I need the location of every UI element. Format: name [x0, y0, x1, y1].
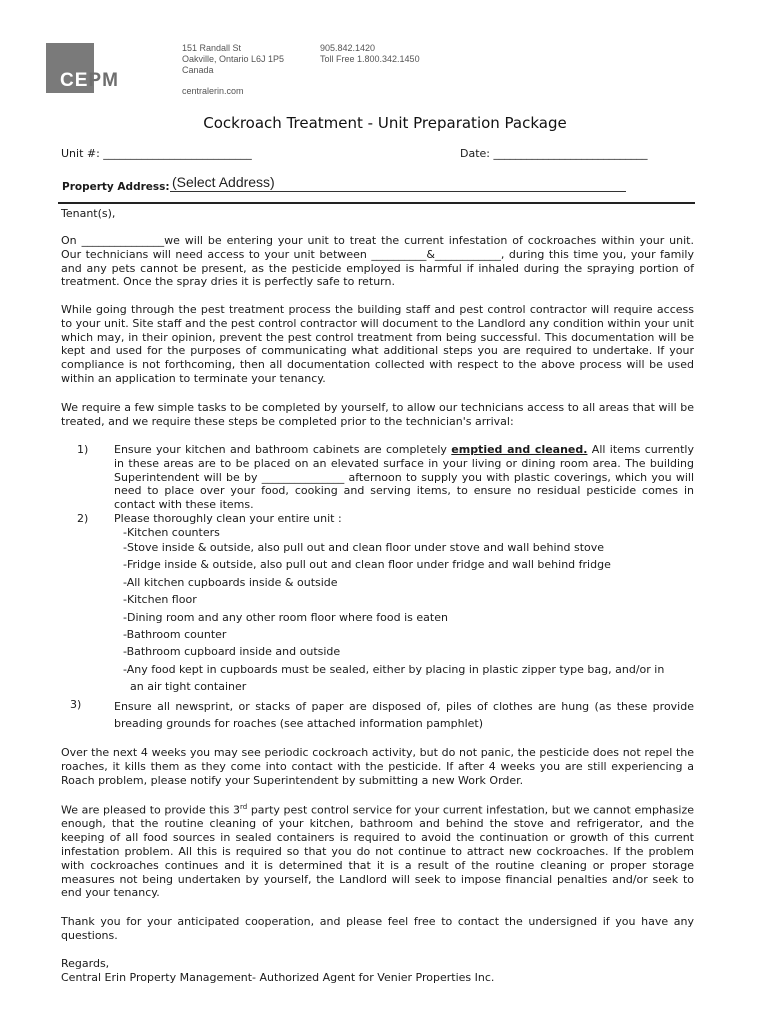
property-address-label: Property Address: [62, 181, 170, 193]
list-subitem: -Kitchen floor [123, 593, 197, 606]
company-phone: 905.842.1420 Toll Free 1.800.342.1450 [320, 43, 420, 64]
list-item-1: Ensure your kitchen and bathroom cabinets are completely emptied and cleaned. All items currently in these areas are to be placed on an elevated surface in your living or dining room area. The building Superintendent will be by _______________ afternoon to supply you with plastic coverings, which you will need to place over your food, cooking and serving items, to ensure no residual pesticide comes in contact with these items. [114, 443, 694, 512]
list-subitem: -Fridge inside & outside, also pull out and clean floor under fridge and wall behind fridge [123, 558, 611, 571]
paragraph-service: We are pleased to provide this 3rd party pest control service for your current infestation, but we cannot emphasize enough, that the routine cleaning of your kitchen, bathroom and behind the stove and refrigerator, and the keeping of all food sources in sealed containers is required to avoid the continuation or growth of this current infestation problem. All this is required so that you do not continue to attract new cockroaches. If the problem with cockroaches continues and it is determined that it is a result of the routine cleaning or proper storage measures not being undertaken by yourself, the Landlord will seek to impose financial penalties and/or seek to end your tenancy. [61, 803, 694, 900]
paragraph-intro: On _______________we will be entering your unit to treat the current infestation of cockroaches within your unit. Our technicians will need access to your unit between __________&____________, during this time you, your family and any pets cannot be present, as the pesticide employed is harmful if inhaled during the spraying portion of treatment. Once the spray dries it is perfectly safe to return. [61, 234, 694, 289]
list-subitem: -Dining room and any other room floor where food is eaten [123, 611, 448, 624]
company-logo-text: CEPM [60, 70, 119, 91]
closing: Regards, [61, 957, 110, 970]
company-website: centralerin.com [182, 86, 244, 96]
list-subitem: -All kitchen cupboards inside & outside [123, 576, 338, 589]
property-address-underline [170, 191, 626, 192]
paragraph-thanks: Thank you for your anticipated cooperation, and please feel free to contact the undersigned if you have any questions. [61, 915, 694, 942]
salutation: Tenant(s), [61, 207, 116, 220]
list-number-3: 3) [70, 698, 82, 711]
list-subitem: -Bathroom counter [123, 628, 227, 641]
paragraph-requirements: We require a few simple tasks to be completed by yourself, to allow our technicians access to all areas that will be treated, and we require these steps be completed prior to the technician's arrival: [61, 401, 694, 428]
list-item-2: Please thoroughly clean your entire unit : [114, 512, 342, 525]
document-title: Cockroach Treatment - Unit Preparation Package [203, 114, 567, 132]
date-field[interactable]: Date: ____________________________ [460, 147, 648, 160]
paragraph-followup: Over the next 4 weeks you may see periodic cockroach activity, but do not panic, the pesticide does not repel the roaches, it kills them as they come into contact with the pesticide. If after 4 weeks you are still experiencing a Roach problem, please notify your Superintendent by submitting a new Work Order. [61, 746, 694, 787]
unit-field[interactable]: Unit #: ___________________________ [61, 147, 252, 160]
list-subitem: -Stove inside & outside, also pull out and clean floor under stove and wall behind stove [123, 541, 605, 554]
signature: Central Erin Property Management- Authorized Agent for Venier Properties Inc. [61, 971, 495, 984]
list-subitem: -Bathroom cupboard inside and outside [123, 645, 341, 658]
company-address: 151 Randall St Oakville, Ontario L6J 1P5 Canada [182, 43, 285, 75]
list-item-3: Ensure all newsprint, or stacks of paper are disposed of, piles of clothes are hung (as these provide breading grounds for roaches (see attached information pamphlet) [114, 700, 694, 730]
property-address-select[interactable]: (Select Address) [172, 174, 275, 190]
paragraph-process: While going through the pest treatment process the building staff and pest control contractor will require access to your unit. Site staff and the pest control contractor will document to the Landlord any condition within your unit which may, in their opinion, prevent the pest control treatment from being successful. This documentation will be kept and used for the purposes of communicating what additional steps you are required to undertake. If your compliance is not forthcoming, then all documentation collected with respect to the above process will be used within an application to terminate your tenancy. [61, 303, 694, 385]
list-number-1: 1) [77, 443, 89, 456]
list-subitem: -Kitchen counters [123, 526, 220, 539]
header-divider [58, 202, 695, 204]
list-number-2: 2) [77, 512, 89, 525]
list-subitem: an air tight container [123, 680, 247, 693]
list-subitem: -Any food kept in cupboards must be sealed, either by placing in plastic zipper type bag, and/or in [123, 663, 665, 676]
